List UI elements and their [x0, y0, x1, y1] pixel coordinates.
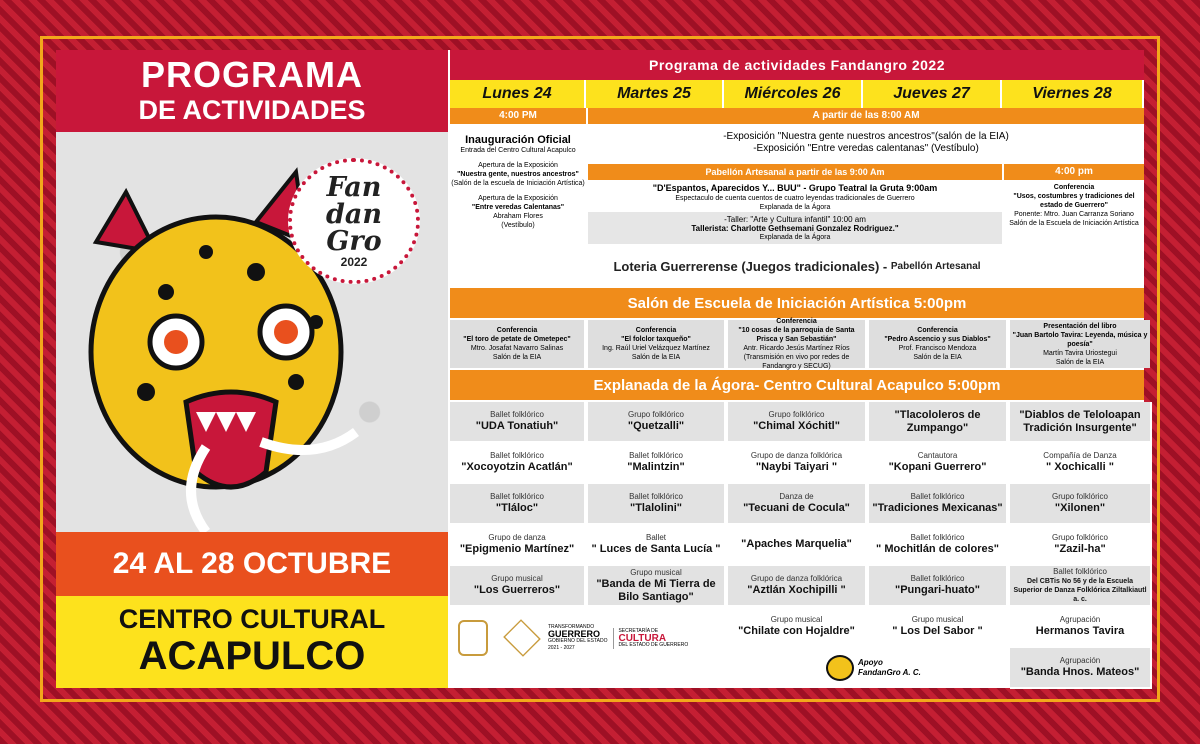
- event-name: "Tlacololeros de Zumpango": [894, 408, 981, 434]
- event-name: "Banda de Mi Tierra de Bilo Santiago": [596, 577, 716, 603]
- schedule-title: Programa de actividades Fandangro 2022: [450, 50, 1144, 80]
- event-name: "Naybi Taiyari ": [755, 461, 838, 473]
- jaguar-logo-icon: [826, 655, 854, 681]
- event-cell: [869, 525, 1008, 566]
- event-name: "Zazil-ha": [1054, 543, 1106, 555]
- event-type: Grupo de danza folklórica: [750, 574, 843, 583]
- cultura-logo: [613, 628, 688, 649]
- expo1-name: "Nuestra gente, nuestros ancestros": [457, 171, 579, 178]
- conference-cell-1: [588, 320, 724, 368]
- event-name: "Kopani Guerrero": [888, 461, 987, 473]
- workshop-title: -Taller: "Arte y Cultura infantil" 10:00 am: [724, 215, 866, 224]
- conference-b: "10 cosas de la parroquia de Santa Prisca y San Sebastián": [738, 327, 855, 343]
- exhibition-2: -Exposición "Entre veredas calentanas" (Vestíbulo): [753, 143, 979, 154]
- event-cell: [1010, 402, 1152, 443]
- event-type: Ballet folklórico: [490, 410, 544, 419]
- event-cell: [869, 484, 1008, 525]
- expo2-artist: Abraham Flores: [493, 213, 543, 220]
- conference-cell-2: [728, 320, 865, 368]
- loteria-row: [450, 246, 1144, 286]
- apoyo-line-1: Apoyo: [858, 658, 883, 667]
- badge-year: 2022: [340, 255, 368, 269]
- friday-conf-place: Salón de la Escuela de Iniciación Artística: [1009, 220, 1139, 227]
- event-type: Ballet folklórico: [490, 492, 544, 501]
- conference-b: "Juan Bartolo Tavira: Leyenda, música y poesía": [1012, 331, 1148, 348]
- event-type: Grupo de danza: [488, 533, 546, 542]
- event-cell: [1010, 443, 1152, 484]
- opening-sub: Entrada del Centro Cultural Acapulco: [460, 147, 576, 154]
- agora-banner: Explanada de la Ágora- Centro Cultural Acapulco 5:00pm: [450, 370, 1144, 400]
- monday-time: 4:00 PM: [450, 108, 586, 124]
- event-name: "Apaches Marquelia": [741, 538, 852, 550]
- event-name: " Los Del Sabor ": [892, 625, 983, 637]
- event-type: Ballet folklórico: [910, 492, 965, 501]
- badge-line-2: dan: [325, 199, 382, 230]
- exhibitions-block: [588, 126, 1144, 164]
- salon-banner: Salón de Escuela de Iniciación Artística 5:00pm: [450, 288, 1144, 318]
- expo2-place: (Vestíbulo): [501, 222, 535, 229]
- event-cell: [728, 402, 867, 443]
- event-cell: [450, 443, 586, 484]
- event-cell: [869, 402, 1008, 443]
- friday-conf-label: Conferencia: [1053, 184, 1095, 191]
- event-type: Grupo musical: [911, 615, 964, 624]
- event-type: Grupo folklórico: [1051, 492, 1109, 501]
- expo1-place: (Salón de la escuela de Iniciación Artística): [451, 180, 585, 187]
- venue-block: [56, 596, 448, 688]
- gob-line-1: TRANSFORMANDO: [548, 624, 595, 630]
- cul-line-3: DEL ESTADO DE GUERRERO: [618, 641, 689, 648]
- header-line-1: PROGRAMA: [141, 54, 363, 95]
- badge-line-1: Fan: [326, 172, 382, 203]
- event-cell: [728, 607, 867, 648]
- schedule-table: [450, 50, 1148, 688]
- friday-conf-speaker: Ponente: Mtro. Juan Carranza Soriano: [1014, 211, 1134, 218]
- event-cell: [1010, 566, 1152, 607]
- pabellon-banner: Pabellón Artesanal a partir de las 9:00 Am: [588, 164, 1002, 180]
- cul-line-2: CULTURA: [618, 632, 667, 644]
- conference-b: "El folclor taxqueño": [621, 336, 691, 343]
- event-type: Danza de: [779, 492, 814, 501]
- event-name: "Malintzin": [627, 461, 685, 473]
- event-name: "Tlalolini": [630, 502, 682, 514]
- event-type: Grupo de danza folklórica: [750, 451, 843, 460]
- workshop-block: [588, 212, 1002, 244]
- expo1-label: Apertura de la Exposición: [478, 162, 558, 169]
- event-name: "Tradiciones Mexicanas": [872, 502, 1003, 514]
- event-name: "Xocoyotzin Acatlán": [461, 461, 573, 473]
- conference-a: Conferencia: [635, 327, 677, 334]
- event-type: Ballet folklórico: [629, 451, 683, 460]
- event-name: Hermanos Tavira: [1035, 625, 1125, 637]
- day-header-row: [450, 80, 1144, 108]
- event-name: "Xilonen": [1054, 502, 1106, 514]
- event-type: Ballet: [645, 533, 666, 542]
- conference-a: Conferencia: [917, 327, 958, 334]
- event-type: Ballet folklórico: [1053, 567, 1107, 576]
- event-type: Grupo musical: [770, 615, 823, 624]
- fandangro-badge: [288, 158, 420, 284]
- conference-a: Presentación del libro: [1043, 322, 1117, 330]
- poster-column: [56, 50, 448, 688]
- event-cell: [728, 484, 867, 525]
- conference-b: "El toro de petate de Ometepec": [463, 336, 571, 343]
- conference-c: Mtro. Josafat Navarro Salinas: [470, 345, 564, 352]
- event-cell: [450, 484, 586, 525]
- conference-cell-4: [1010, 320, 1150, 368]
- conference-d: Salón de la EIA: [913, 354, 962, 361]
- conference-a: Conferencia: [776, 318, 817, 325]
- gob-line-3: GOBIERNO DEL ESTADO: [548, 638, 608, 644]
- theater-place: Explanada de la Ágora: [759, 204, 831, 211]
- event-type: Ballet folklórico: [910, 574, 965, 583]
- event-type: Cantautora: [917, 451, 958, 460]
- friday-conf-title: "Usos, costumbres y tradiciones del estado de Guerrero": [1013, 193, 1135, 209]
- conference-c: Martín Tavira Uriostegui: [1043, 349, 1117, 357]
- event-name: "UDA Tonatiuh": [475, 420, 559, 432]
- event-name: "Banda Hnos. Mateos": [1020, 666, 1140, 678]
- event-cell: [869, 566, 1008, 607]
- event-type: Ballet folklórico: [910, 533, 965, 542]
- event-name: "Los Guerreros": [473, 584, 561, 596]
- theater-block: [588, 180, 1002, 212]
- theater-title: "D'Espantos, Aparecidos Y... BUU" - Grupo Teatral la Gruta 9:00am: [652, 183, 938, 193]
- apoyo-line-2: FandanGro A. C.: [858, 668, 921, 677]
- day-thursday: Jueves 27: [863, 80, 1002, 108]
- workshop-place: Explanada de la Ágora: [759, 234, 831, 241]
- event-cell: [588, 443, 726, 484]
- conference-a: Conferencia: [496, 327, 538, 334]
- expo2-label: Apertura de la Exposición: [478, 195, 558, 202]
- from-8am-banner: A partir de las 8:00 AM: [588, 108, 1144, 124]
- opening-title: Inauguración Oficial: [465, 134, 571, 146]
- monday-opening-block: [450, 126, 586, 246]
- event-name: "Tecuani de Cocula": [743, 502, 850, 514]
- event-type: Grupo folklórico: [1051, 533, 1109, 542]
- cul-line-1: SECRETARÍA DE: [618, 627, 659, 634]
- event-cell: [1010, 648, 1152, 689]
- friday-time: 4:00 pm: [1004, 164, 1144, 180]
- friday-conference: [1004, 180, 1144, 244]
- event-dates: 24 AL 28 OCTUBRE: [56, 532, 448, 596]
- event-cell: [869, 443, 1008, 484]
- venue-line-1: CENTRO CULTURAL: [118, 604, 386, 634]
- event-cell: [728, 566, 867, 607]
- event-name: "Chilate con Hojaldre": [738, 625, 855, 637]
- state-shield-icon: [458, 620, 488, 656]
- event-name: "Chimal Xóchitl": [753, 420, 840, 432]
- event-name: "Tláloc": [495, 502, 539, 514]
- conference-b: "Pedro Ascencio y sus Diablos": [884, 336, 991, 343]
- event-name: "Diablos de Teloloapan Tradición Insurgente": [1019, 408, 1141, 434]
- day-friday: Viernes 28: [1002, 80, 1144, 108]
- conference-c: Prof. Francisco Mendoza: [898, 345, 977, 352]
- conference-d: Salón de la EIA: [1055, 358, 1105, 366]
- event-type: Agrupación: [1059, 656, 1101, 665]
- event-cell: [588, 402, 726, 443]
- conference-d: Salón de la EIA: [492, 354, 542, 361]
- event-type: Grupo folklórico: [627, 410, 685, 419]
- guerrero-emblem-icon: [503, 619, 541, 657]
- header-line-2: DE ACTIVIDADES: [138, 95, 366, 125]
- event-type: Agrupación: [1059, 615, 1101, 624]
- event-type: Grupo folklórico: [768, 410, 825, 419]
- badge-line-3: Gro: [326, 226, 382, 257]
- event-cell: [588, 525, 726, 566]
- event-cell: [728, 443, 867, 484]
- event-name: " Xochicalli ": [1046, 461, 1114, 473]
- conference-row: [450, 318, 1148, 370]
- conference-cell-3: [869, 320, 1006, 368]
- workshop-teacher: Tallerista: Charlotte Gethsemani Gonzalez Rodriguez.": [691, 224, 899, 233]
- event-type: Grupo musical: [491, 574, 543, 583]
- event-cell: [1010, 484, 1152, 525]
- event-type: Ballet folklórico: [490, 451, 544, 460]
- event-type: Compañía de Danza: [1043, 451, 1117, 460]
- event-cell: [588, 484, 726, 525]
- guerrero-logo: [548, 624, 607, 652]
- event-name: Del CBTis No 56 y de la Escuela Superior de Danza Folklórica Ziltalkiautl a. c.: [1013, 578, 1147, 603]
- theater-desc: Espectaculo de cuenta cuentos de cuatro leyendas tradicionales de Guerrero: [675, 195, 915, 202]
- event-name: "Epigmenio Martínez": [459, 543, 575, 555]
- loteria-place: Pabellón Artesanal: [890, 260, 981, 272]
- event-cell: [1010, 525, 1152, 566]
- day-tuesday: Martes 25: [586, 80, 724, 108]
- gob-line-2: GUERRERO: [548, 629, 601, 639]
- event-name: "Pungari-huato": [895, 584, 980, 596]
- exhibition-1: -Exposición "Nuestra gente nuestros ancestros"(salón de la EIA): [723, 131, 1009, 142]
- event-cell: [450, 525, 586, 566]
- venue-line-2: ACAPULCO: [138, 634, 366, 678]
- jaguar-mask-illustration: [56, 132, 448, 532]
- day-monday: Lunes 24: [450, 80, 586, 108]
- loteria-label: Loteria Guerrerense (Juegos tradicionales) -: [613, 258, 888, 274]
- program-header: [56, 50, 448, 132]
- event-name: " Mochitlán de colores": [876, 543, 999, 555]
- event-cell: [869, 607, 1008, 648]
- event-type: Grupo musical: [630, 567, 682, 577]
- event-cell: [588, 566, 726, 607]
- conference-cell-0: [450, 320, 584, 368]
- conference-d: (Transmisión en vivo por redes de Fandangro y SECUG): [743, 354, 850, 370]
- event-name: "Aztlán Xochipilli ": [747, 584, 846, 596]
- flyer-panel: [56, 50, 1148, 688]
- conference-c: Ing. Raúl Uriel Velázquez Martínez: [602, 345, 710, 352]
- event-cell: [1010, 607, 1152, 648]
- event-type: Ballet folklórico: [629, 492, 683, 501]
- gob-line-4: 2021 - 2027: [548, 645, 575, 651]
- event-cell: [450, 402, 586, 443]
- conference-d: Salón de la EIA: [631, 354, 681, 361]
- event-name: " Luces de Santa Lucía ": [591, 543, 721, 555]
- apoyo-logo: [826, 650, 966, 686]
- event-cell: [450, 566, 586, 607]
- day-wednesday: Miércoles 26: [724, 80, 863, 108]
- sponsor-logos: [450, 606, 724, 670]
- expo2-name: "Entre veredas Calentanas": [471, 204, 565, 211]
- event-cell: [728, 525, 867, 566]
- conference-c: Antr. Ricardo Jesús Martínez Ríos: [743, 345, 850, 352]
- event-name: "Quetzalli": [627, 420, 685, 432]
- apoyo-text: [858, 658, 921, 678]
